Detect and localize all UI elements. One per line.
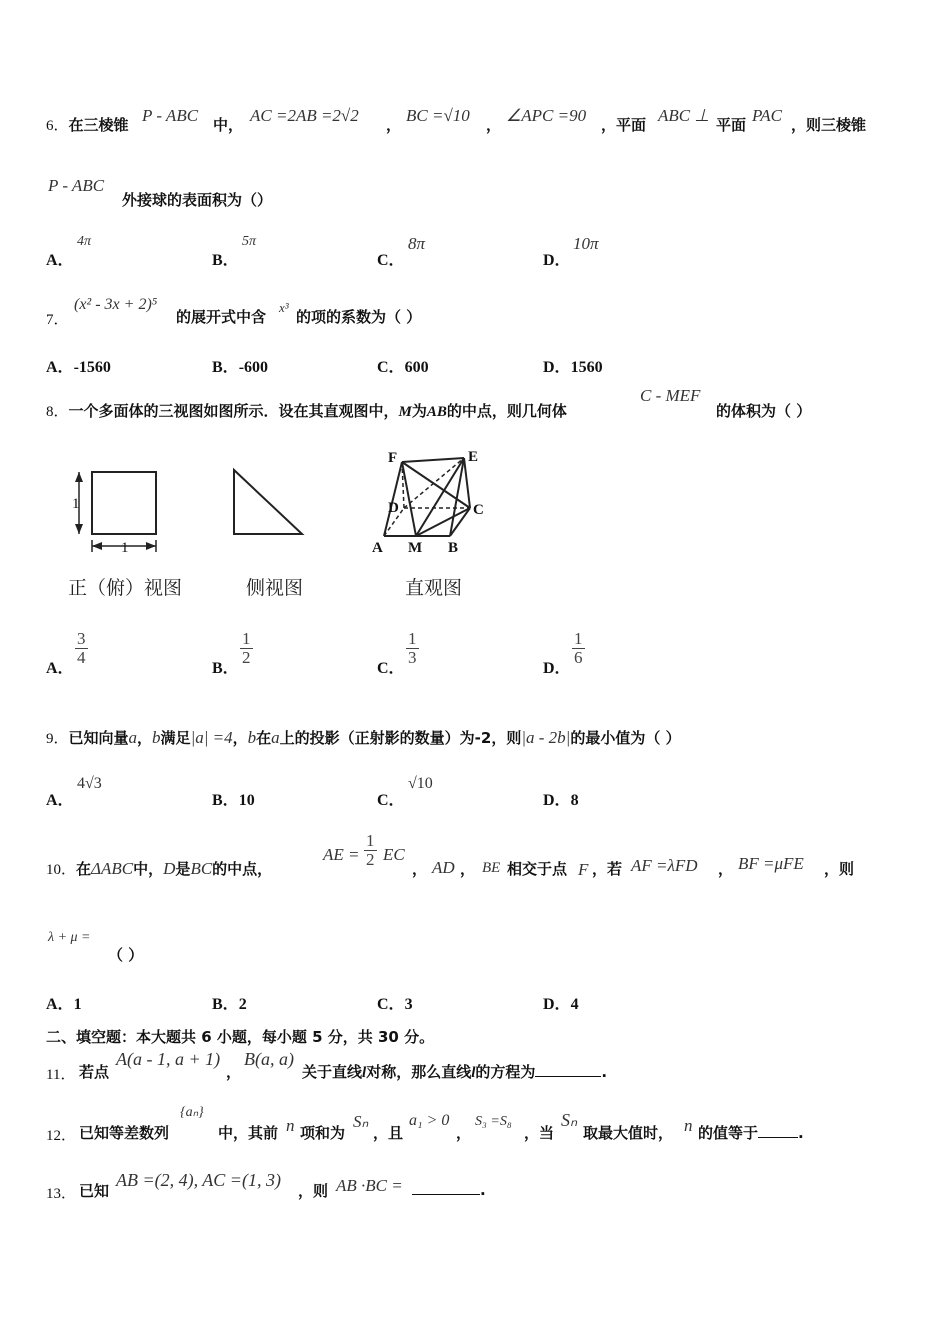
q12-text: 取最大值时， [583, 1124, 674, 1142]
q13-line-end: . [412, 1180, 486, 1199]
option-value: 4π [77, 234, 92, 249]
q6-text: ，平面 [601, 116, 647, 134]
option-label: A．-1560 [46, 359, 111, 376]
option-value: $\frac{3}{4}$ [77, 629, 86, 667]
q6-text: ， [486, 116, 502, 134]
q6-text: 外接球的表面积为（） [122, 191, 273, 209]
q13-text: 已知 [79, 1182, 110, 1200]
front-view-square [92, 472, 156, 534]
arrow-up-icon [75, 472, 83, 482]
q6-math-abc-perp: ABC ⊥ [658, 106, 710, 125]
answer-blank[interactable] [535, 1062, 601, 1077]
arrow-left-icon [92, 542, 102, 550]
option-value: 4√3 [77, 775, 102, 792]
q10-math-ad: AD [432, 858, 455, 877]
option-label: B． [212, 252, 239, 269]
question-6-line-1: 6．在三棱锥 [46, 116, 129, 134]
q12-math-s3s8: S₃ =S₈ [475, 1114, 512, 1129]
option-value: 600 [404, 359, 429, 376]
question-12-number: 12． [46, 1128, 77, 1144]
q12-text: 已知等差数列 [79, 1124, 170, 1142]
q12-math-sn-2: Sₙ [561, 1110, 578, 1130]
question-11-number: 11． [46, 1067, 76, 1083]
edge-fe [402, 458, 464, 462]
q10-math-lambda-mu: λ + μ = [48, 930, 91, 945]
option-value: $\frac{1}{6}$ [574, 629, 583, 667]
q12-text: ，当 [524, 1124, 555, 1142]
q10-text: ， [412, 860, 428, 878]
q10-math-be: BE [482, 860, 501, 876]
q6-text: ， [386, 116, 402, 134]
q7-math-x3: x³ [279, 300, 289, 315]
point-a-label: A [372, 540, 383, 556]
option-value: 4 [570, 996, 579, 1013]
q8-text: 的体积为（ ） [716, 402, 812, 420]
q6-math-pabc-2: P - ABC [48, 176, 105, 195]
option-value: 1560 [570, 359, 603, 376]
option-value: $\frac{1}{3}$ [408, 629, 417, 667]
q7-math-expr: (x² - 3x + 2)⁵ [74, 296, 158, 313]
q10-math-ec: EC [383, 845, 405, 864]
option-value: 8π [408, 234, 426, 253]
perspective-view-figure [366, 446, 496, 561]
side-view-figure [226, 462, 316, 542]
option-label: C． [377, 252, 405, 269]
q12-text: 项和为 [300, 1124, 346, 1142]
q12-math-seq: {aₙ} [180, 1105, 204, 1120]
option-label: D．4 [543, 996, 579, 1013]
question-8-line: 8．一个多面体的三视图如图所示．设在其直观图中，M为AB的中点，则几何体 [46, 402, 567, 420]
q12-math-n: n [286, 1116, 295, 1135]
option-label: B．10 [212, 792, 255, 809]
q10-math-ae-left: AE = [323, 845, 360, 864]
question-8-number: 8． [46, 404, 69, 420]
option-value: -1560 [73, 359, 111, 376]
front-view-figure [66, 462, 176, 562]
q10-text: （ ） [108, 946, 144, 964]
option-value: 10 [238, 792, 255, 809]
q6-math-pac: PAC [752, 106, 782, 125]
option-value: 5π [242, 234, 257, 249]
q11-line-rest: 关于直线l对称，那么直线l的方程为 . [302, 1063, 608, 1081]
q6-math-ac: AC =2AB =2√2 [250, 106, 359, 125]
q10-math-bf: BF =μFE [738, 854, 804, 873]
option-label: B．2 [212, 996, 247, 1013]
arrow-down-icon [75, 524, 83, 534]
option-label: C． [377, 660, 405, 677]
q6-text: ，则三棱锥 [791, 116, 867, 134]
option-value: 8 [570, 792, 579, 809]
option-value: √10 [408, 775, 433, 792]
side-view-caption: 侧视图 [246, 577, 304, 599]
q13-math-dot: AB ·BC = [336, 1176, 403, 1195]
q10-text: ， [460, 860, 476, 878]
option-label: D．8 [543, 792, 579, 809]
perspective-view-caption: 直观图 [405, 577, 463, 599]
q12-math-sn: Sₙ [353, 1112, 369, 1131]
option-label: C．3 [377, 996, 413, 1013]
point-f-label: F [388, 450, 398, 466]
question-9-number: 9． [46, 731, 69, 747]
q11-text: ， [226, 1063, 242, 1081]
q12-text: ， [456, 1124, 472, 1142]
q11-text: 若点 [79, 1063, 110, 1081]
q12-text: 中，其前 [218, 1124, 279, 1142]
point-e-label: E [468, 449, 479, 465]
option-label: C．600 [377, 359, 429, 376]
question-13-number: 13． [46, 1186, 77, 1202]
q10-math-f: F [578, 860, 589, 879]
q8-math-cmef: C - MEF [640, 386, 701, 405]
question-6-number: 6． [46, 118, 69, 134]
edge-fa [384, 462, 402, 536]
q6-math-angle: ∠APC =90 [506, 106, 587, 125]
point-b-label: B [448, 540, 459, 556]
option-label: B．-600 [212, 359, 269, 376]
q10-text: 相交于点 [507, 860, 568, 878]
option-value: 10π [573, 234, 599, 253]
side-view-triangle [234, 470, 302, 534]
q12-text: ，且 [373, 1124, 404, 1142]
option-label: D． [543, 252, 571, 269]
edge-ec [464, 458, 470, 508]
arrow-right-icon [146, 542, 156, 550]
q10-text: ， [718, 860, 734, 878]
question-10-line-1: 10．在ΔABC中，D是BC的中点， [46, 859, 273, 878]
q11-math-b: B(a, a) [244, 1049, 294, 1069]
option-value: 1 [73, 996, 82, 1013]
q10-math-half: $\frac{1}{2}$ [366, 831, 375, 869]
option-label: C． [377, 792, 405, 809]
point-d-label: D [388, 500, 399, 516]
q6-math-pabc: P - ABC [142, 106, 199, 125]
q13-text: ，则 [298, 1182, 329, 1200]
q6-math-bc: BC =√10 [406, 106, 470, 125]
q6-text: 中， [213, 116, 244, 134]
q10-text: ，若 [592, 860, 623, 878]
point-m-label: M [408, 540, 423, 556]
option-label: D． [543, 660, 571, 677]
question-7-number: 7． [46, 312, 69, 328]
question-9-line: 9．已知向量a，b满足|a| =4，b在a上的投影（正射影的数量）为-2，则|a - 2b|的最小值为（ ） [46, 728, 681, 747]
question-10-number: 10． [46, 862, 77, 878]
dim-label-bottom: 1 [121, 540, 129, 556]
q11-math-a: A(a - 1, a + 1) [116, 1049, 221, 1069]
answer-blank[interactable] [412, 1180, 480, 1195]
q7-text: 的展开式中含 [176, 308, 267, 326]
q7-text: 的项的系数为（ ） [296, 308, 422, 326]
q12-math-n-2: n [684, 1116, 693, 1135]
option-value: $\frac{1}{2}$ [242, 629, 251, 667]
dim-label-left: 1 [72, 496, 80, 512]
option-label: A． [46, 660, 74, 677]
q10-math-af: AF =λFD [631, 856, 698, 875]
option-value: 3 [404, 996, 413, 1013]
q13-math-vectors: AB =(2, 4), AC =(1, 3) [116, 1170, 281, 1190]
q12-line-end: 的值等于 . [698, 1124, 804, 1142]
q6-text: 平面 [716, 116, 747, 134]
option-value: -600 [238, 359, 269, 376]
front-view-caption: 正（俯）视图 [68, 577, 183, 599]
section-2-heading: 二、填空题：本大题共 6 小题，每小题 5 分，共 30 分。 [46, 1028, 435, 1046]
option-label: B． [212, 660, 239, 677]
q12-math-a1: a₁ > 0 [409, 1112, 450, 1129]
option-label: A． [46, 792, 74, 809]
answer-blank[interactable] [758, 1123, 798, 1138]
option-label: D．1560 [543, 359, 603, 376]
option-label: A．1 [46, 996, 82, 1013]
point-c-label: C [473, 502, 484, 518]
q10-text: ，则 [824, 860, 855, 878]
option-label: A． [46, 252, 74, 269]
option-value: 2 [238, 996, 247, 1013]
